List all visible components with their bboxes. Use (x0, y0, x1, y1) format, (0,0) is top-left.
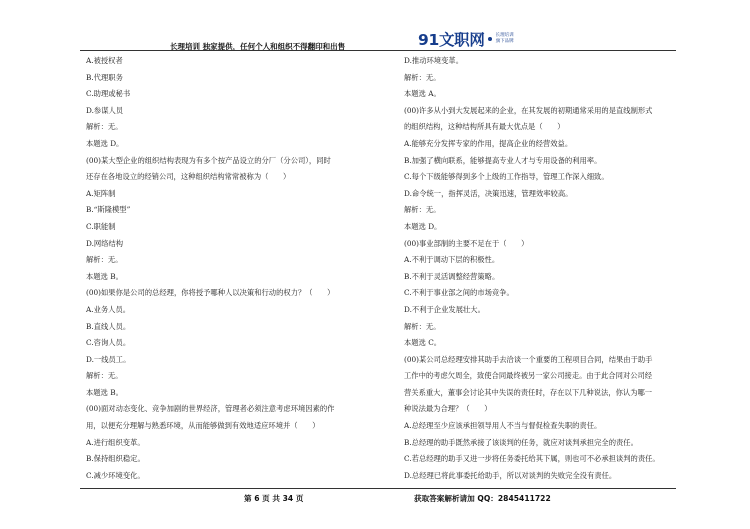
right-column (404, 53, 686, 484)
text-line: A.矩阵制 (86, 188, 116, 198)
text-line: C.不利于事业部之间的市场竞争。 (404, 288, 514, 298)
left-column (86, 53, 386, 484)
brand-tagline-2: 旗下品牌 (495, 39, 514, 44)
text-line: (00)某公司总经理安排其助手去洽谈一个重要的工程项目合同，结果由于助手 (404, 354, 653, 364)
text-line: 解析：无。 (404, 321, 441, 331)
text-line: 工作中的考虑欠周全，致使合同最终被另一家公司接走。由于此合同对公司经 (404, 371, 653, 381)
text-line: A.不利于调动下层的积极性。 (404, 255, 500, 265)
text-line: A.被授权者 (86, 56, 123, 65)
answer-contact: 获取答案解析请加 QQ：2845411722 (414, 494, 551, 503)
text-line: 解析：无。 (86, 122, 123, 132)
text-line: 解析：无。 (404, 72, 441, 82)
text-line: (00)许多从小到大发展起来的企业，在其发展的初期通常采用的是直线制形式 (404, 105, 653, 115)
text-line: B.加强了横向联系，能够提高专业人才与专用设备的利用率。 (404, 155, 602, 165)
footer-rule (80, 488, 676, 489)
text-line: 本题选 B。 (86, 271, 123, 281)
text-line: 解析：无。 (86, 255, 123, 265)
text-line: D.不利于企业发展壮大。 (404, 304, 485, 314)
text-line: 种说法最为合理？（ ） (404, 404, 492, 414)
page-number: 第 6 页 共 34 页 (244, 494, 304, 503)
text-line: B.保持组织稳定。 (86, 454, 145, 464)
text-line: A.业务人员。 (86, 304, 131, 314)
text-line: C.职能制 (86, 221, 116, 231)
text-line: B.“斯隆模型” (86, 205, 131, 215)
text-line: B.代理职务 (86, 72, 123, 82)
text-line: D.网络结构 (86, 238, 124, 248)
text-line: B.直线人员。 (86, 321, 131, 331)
text-line: 营关系重大，董事会讨论其中失误的责任时，存在以下几种说法，你认为哪一 (404, 387, 653, 397)
text-line: D.总经理已将此事委托给助手，所以对谈判的失败完全没有责任。 (404, 470, 617, 480)
text-line: 解析：无。 (404, 205, 441, 215)
text-line: (00)如果你是公司的总经理，你将授予哪种人以决策和行动的权力？（ ） (86, 288, 335, 298)
text-line: C.咨询人员。 (86, 338, 131, 348)
text-line: 本题选 C。 (404, 338, 442, 348)
brand-dot (488, 37, 492, 41)
header-rule (80, 50, 676, 51)
text-line: A.进行组织变革。 (86, 437, 145, 447)
text-line: 还存在各地设立的经销公司，这种组织结构常常被称为（ ） (86, 172, 291, 182)
text-line: 本题选 D。 (86, 138, 124, 148)
text-line: (00)面对动态变化、竞争加剧的世界经济，管理者必须注意考虑环境因素的作 (86, 404, 335, 414)
text-line: 本题选 B。 (86, 387, 123, 397)
text-line: 用，以便充分理解与熟悉环境，从而能够做到有效地适应环境并（ ） (86, 421, 320, 431)
text-line: 本题选 A。 (404, 89, 441, 99)
brand-name: 91文职网 (418, 31, 485, 49)
brand-logo (418, 28, 514, 50)
text-line: C.助理或秘书 (86, 89, 131, 99)
text-line: C.若总经理的助手又进一步将任务委托给其下属，则也可不必承担谈判的责任。 (404, 454, 660, 464)
text-line: B.总经理的助手既然承接了该谈判的任务，就应对谈判承担完全的责任。 (404, 437, 638, 447)
text-line: C.减少环境变化。 (86, 470, 145, 480)
text-line: 解析：无。 (86, 371, 123, 381)
text-line: D.一线员工。 (86, 354, 131, 364)
text-line: B.不利于灵活调整经营策略。 (404, 271, 500, 281)
header-note: 长理培训 独家提供，任何个人和组织不得翻印和出售 (170, 42, 346, 51)
text-line: (00)某大型企业的组织结构表现为有多个按产品设立的分厂（分公司），同时 (86, 155, 331, 165)
brand-tagline-1: 长理培训 (495, 33, 514, 38)
text-line: D.参谋人员 (86, 105, 124, 115)
text-line: D.命令统一，指挥灵活，决策迅速，管理效率较高。 (404, 188, 573, 198)
text-line: (00)事业部制的主要不足在于（ ） (404, 238, 529, 248)
text-line: A.总经理至少应该承担领导用人不当与督促检查失职的责任。 (404, 421, 602, 431)
text-line: A.能够充分发挥专家的作用，提高企业的经营效益。 (404, 138, 573, 148)
text-line: D.推动环境变革。 (404, 56, 463, 65)
text-line: C.每个下级能够得到多个上级的工作指导，管理工作深入细致。 (404, 172, 609, 182)
brand-tagline (496, 33, 514, 45)
text-line: 本题选 D。 (404, 221, 442, 231)
text-line: 的组织结构，这种结构所具有最大优点是（ ） (404, 122, 565, 132)
